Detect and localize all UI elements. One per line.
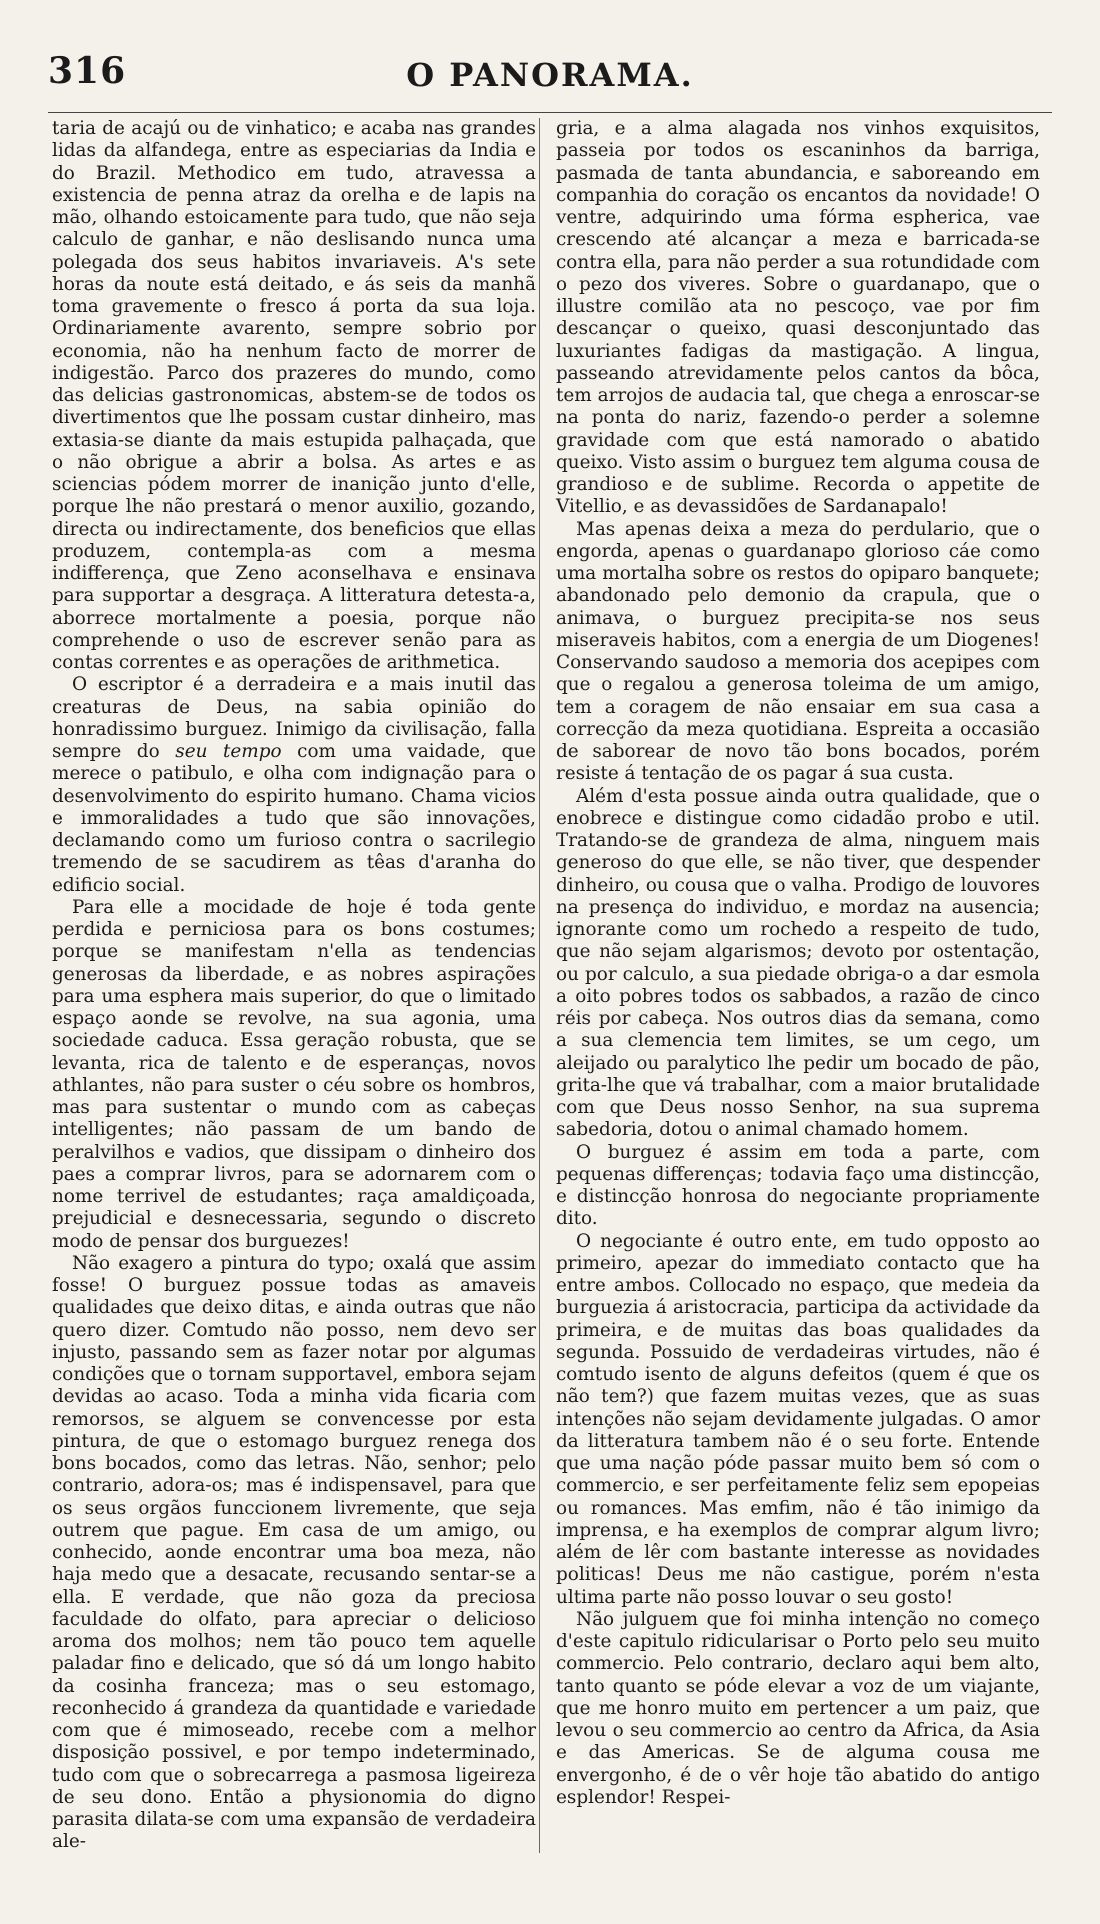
left-paragraph-2-text-a: O escriptor é a derradeira e a mais inutil das creaturas de Deus, na sabia opinião do honradissimo burguez. Inimigo da civilisação, falla sempre do	[52, 674, 536, 762]
left-paragraph-2	[52, 674, 536, 897]
right-column	[556, 118, 1040, 1809]
right-paragraph-1: gria, e a alma alagada nos vinhos exquisitos, passeia por todos os escaninhos da barriga, pasmada de tanta abundancia, e saboreando em companhia do coração os encantos da novidade! O ventre, adquirindo uma fórma espherica, vae crescendo até alcançar a meza e barricada-se contra ella, para não perder a sua rotundidade com o pezo dos viveres. Sobre o guardanapo, que o illustre comilão ata no pescoço, vae por fim descançar o queixo, quasi desconjuntado das luxuriantes fadigas da mastigação. A lingua, passeando atrevidamente pelos cantos da bôca, tem arrojos de audacia tal, que chega a enroscar-se na ponta do nariz, fazendo-o perder a solemne gravidade com que está namorado o abatido queixo. Visto assim o burguez tem alguma cousa de grandioso e de sublime. Recorda o appetite de Vitellio, e as devassidões de Sardanapalo!	[556, 118, 1040, 518]
left-paragraph-1: taria de acajú ou de vinhatico; e acaba nas grandes lidas da alfandega, entre as especiarias da India e do Brazil. Methodico em tudo, atravessa a existencia de penna atraz da orelha e de lapis na mão, olhando estoicamente para tudo, que não seja calculo de ganhar, e não deslisando nunca uma polegada dos seus habitos invariaveis. A's sete horas da noute está deitado, e ás seis da manhã toma gravemente o fresco á porta da sua loja. Ordinariamente avarento, sempre sobrio por economia, não ha nenhum facto de morrer de indigestão. Parco dos prazeres do mundo, como das delicias gastronomicas, abstem-se de todos os divertimentos que lhe possam custar dinheiro, mas extasia-se diante da mais estupida palhaçada, que o não obrigue a abrir a bolsa. As artes e as sciencias pódem morrer de inanição junto d'elle, porque lhe não prestará o menor auxilio, gozando, directa ou indirectamente, dos beneficios que ellas produzem, contempla-as com a mesma indifferença, que Zeno aconselhava e ensinava para supportar a desgraça. A litteratura detesta-a, aborrece mortalmente a poesia, porque não comprehende o uso de escrever senão para as contas correntes e as operações de arithmetica.	[52, 118, 536, 673]
column-divider	[539, 118, 540, 1853]
right-paragraph-4: O burguez é assim em toda a parte, com pequenas differenças; todavia faço uma distincção, e distincção honrosa do negociante propriamente dito.	[556, 1141, 1040, 1230]
left-paragraph-2-italic: seu tempo	[175, 741, 282, 762]
header-rule	[48, 112, 1052, 113]
left-paragraph-4: Não exagero a pintura do typo; oxalá que assim fosse! O burguez possue todas as amaveis qualidades que deixo ditas, e ainda outras que não quero dizer. Comtudo não posso, nem devo ser injusto, passando sem as fazer notar por algumas condições que o tornam supportavel, embora sejam devidas ao acaso. Toda a minha vida ficaria com remorsos, se alguem se convencesse por esta pintura, de que o estomago burguez renega dos bons bocados, como das letras. Não, senhor; pelo contrario, adora-os; mas é indispensavel, para que os seus orgãos funccionem livremente, que seja outrem que pague. Em casa de um amigo, ou conhecido, aonde encontrar uma boa meza, não haja medo que a desacate, recusando sentar-se a ella. E verdade, que não goza da preciosa faculdade do olfato, para apreciar o delicioso aroma dos molhos; nem tão pouco tem aquelle paladar fino e delicado, que só dá um longo habito da cosinha franceza; mas o seu estomago, reconhecido á grandeza da quantidade e variedade com que é mimoseado, recebe com a melhor disposição possivel, e por tempo indeterminado, tudo com que o sobrecarrega a pasmosa ligeireza de seu dono. Então a physionomia do digno parasita dilata-se com uma expansão de verdadeira ale-	[52, 1252, 536, 1853]
right-paragraph-5: O negociante é outro ente, em tudo opposto ao primeiro, apezar do immediato contacto que ha entre ambos. Collocado no espaço, que medeia da burguezia á aristocracia, participa da actividade da primeira, e de muitas das boas qualidades da segunda. Possuido de verdadeiras virtudes, não é comtudo isento de alguns defeitos (quem é que os não tem?) que fazem muitas vezes, que as suas intenções não sejam devidamente julgadas. O amor da litteratura tambem não é o seu forte. Entende que uma nação póde passar muito bem só com o commercio, e ser perfeitamente feliz sem epopeias ou romances. Mas emfim, não é tão inimigo da imprensa, e ha exemplos de comprar algum livro; além de lêr com bastante interesse as novidades politicas! Deus me não castigue, porém n'esta ultima parte não posso louvar o seu gosto!	[556, 1230, 1040, 1608]
left-paragraph-2-text-b: com uma vaidade, que merece o patibulo, e olha com indignação para o desenvolvimento do espirito humano. Chama vicios e immoralidades a tudo que são innovações, declamando como um furioso contra o sacrilegio tremendo de se sacudirem as têas d'aranha do edificio social.	[52, 741, 536, 896]
left-paragraph-3: Para elle a mocidade de hoje é toda gente perdida e perniciosa para os bons costumes; porque se manifestam n'ella as tendencias generosas da liberdade, e as nobres aspirações para uma esphera mais superior, do que o limitado espaço aonde se revolve, na sua agonia, uma sociedade caduca. Essa geração robusta, que se levanta, rica de talento e de esperanças, novos athlantes, não para suster o céu sobre os hombros, mas para sustentar o mundo com as cabeças intelligentes; não passam de um bando de peralvilhos e vadios, que dissipam o dinheiro dos paes a comprar livros, para se adornarem com o nome terrivel de estudantes; raça amaldiçoada, prejudicial e desnecessaria, segundo o discreto modo de pensar dos burguezes!	[52, 896, 536, 1252]
right-paragraph-3: Além d'esta possue ainda outra qualidade, que o enobrece e distingue como cidadão probo e util. Tratando-se de grandeza de alma, ninguem mais generoso do que elle, se não tiver, que despender dinheiro, ou cousa que o valha. Prodigo de louvores na presença do individuo, e mordaz na ausencia; ignorante como um rochedo a respeito de tudo, que não sejam algarismos; devoto por ostentação, ou por calculo, a sua piedade obriga-o a dar esmola a oito pobres todos os sabbados, a razão de cinco réis por cabeça. Nos outros dias da semana, como a sua clemencia tem limites, se um cego, um aleijado ou paralytico lhe pedir um bocado de pão, grita-lhe que vá trabalhar, com a maior brutalidade com que Deus nosso Senhor, na sua suprema sabedoria, dotou o animal chamado homem.	[556, 785, 1040, 1141]
left-column	[52, 118, 536, 1854]
page-number: 316	[48, 50, 127, 92]
right-paragraph-2: Mas apenas deixa a meza do perdulario, que o engorda, apenas o guardanapo glorioso cáe como uma mortalha sobre os restos do opiparo banquete; abandonado pelo demonio da crapula, que o animava, o burguez precipita-se nos seus miseraveis habitos, com a energia de um Diogenes! Conservando saudoso a memoria dos acepipes com que o regalou a generosa toleima de um amigo, tem a coragem de não ensaiar em sua casa a correcção da meza quotidiana. Espreita a occasião de saborear de novo tão bons bocados, porém resiste á tentação de os pagar á sua custa.	[556, 518, 1040, 785]
journal-title: O PANORAMA.	[406, 56, 694, 94]
right-paragraph-6: Não julguem que foi minha intenção no começo d'este capitulo ridicularisar o Porto pelo seu muito commercio. Pelo contrario, declaro aqui bem alto, tanto quanto se póde elevar a voz de um viajante, que me honro muito em pertencer a um paiz, que levou o seu commercio ao centro da Africa, da Asia e das Americas. Se de alguma cousa me envergonho, é de o vêr hoje tão abatido do antigo esplendor! Respei-	[556, 1608, 1040, 1808]
